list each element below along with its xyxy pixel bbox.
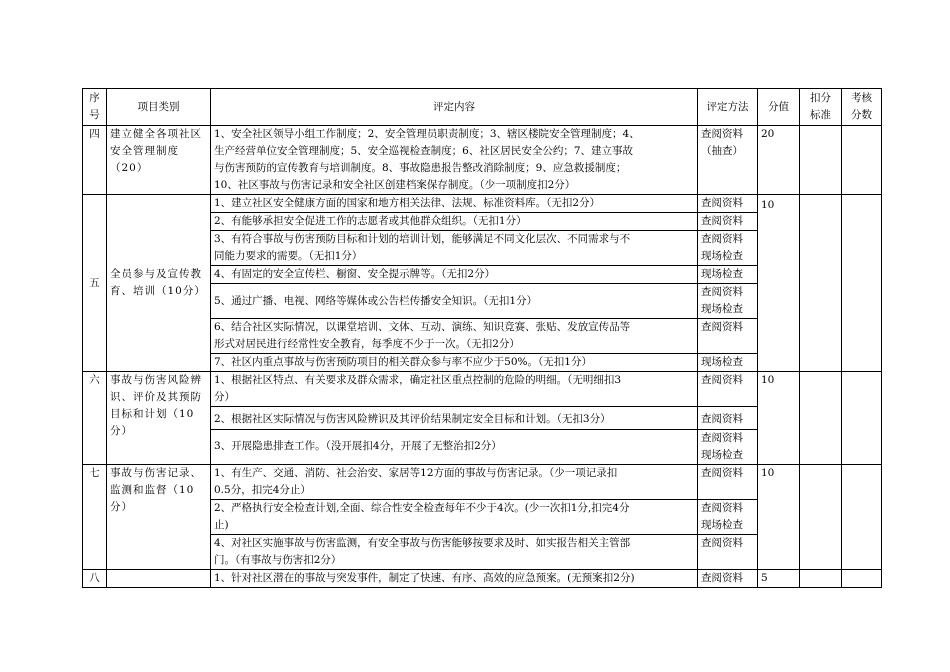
section-number: 七 <box>83 465 107 570</box>
assess-cell <box>842 465 882 570</box>
table-row <box>83 570 882 588</box>
item-method: 查阅资料 <box>698 535 758 570</box>
item-method: 查阅资料 <box>698 465 758 500</box>
item-method: 查阅资料 <box>698 570 758 588</box>
section-category: 建立健全各项社区安全管理制度（20） <box>107 126 211 195</box>
item-content: 5、通过广播、电视、网络等媒体或公告栏传播安全知识。（无扣1分） <box>211 284 698 319</box>
item-method: 查阅资料 （抽查） <box>698 126 758 195</box>
header-assess: 考核 分数 <box>842 89 882 126</box>
item-content: 7、社区内重点事故与伤害预防项目的相关群众参与率不应少于50%。（无扣1分） <box>211 354 698 372</box>
table-row <box>83 195 882 213</box>
table-row <box>83 372 882 407</box>
section-category: 事故与伤害风险辨识、评价及其预防目标和计划（10分） <box>107 372 211 465</box>
section-category <box>107 570 211 588</box>
section-score: 20 <box>758 126 800 195</box>
deduct-cell <box>800 195 842 372</box>
item-content: 1、根据社区特点、有关要求及群众需求，确定社区重点控制的危险的明细。（无明细扣3 分） <box>211 372 698 407</box>
section-number: 八 <box>83 570 107 588</box>
item-method: 现场检查 <box>698 266 758 284</box>
table-row <box>83 465 882 500</box>
assess-cell <box>842 126 882 195</box>
item-method: 查阅资料 <box>698 195 758 213</box>
item-content: 1、有生产、交通、消防、社会治安、家居等12方面的事故与伤害记录。（少一项记录扣 0.5分，扣完4分止） <box>211 465 698 500</box>
section-category: 全员参与及宣传教育、培训（10分） <box>107 195 211 372</box>
item-method: 查阅资料 <box>698 213 758 231</box>
item-content: 2、严格执行安全检查计划,全面、综合性安全检查每年不少于4次。(少一次扣1分,扣完4分 止) <box>211 500 698 535</box>
deduct-cell <box>800 465 842 570</box>
section-score: 10 <box>758 195 800 372</box>
section-score: 5 <box>758 570 800 588</box>
item-method: 现场检查 <box>698 354 758 372</box>
assess-cell <box>842 195 882 372</box>
assess-cell <box>842 570 882 588</box>
section-number: 四 <box>83 126 107 195</box>
header-score: 分值 <box>758 89 800 126</box>
section-number: 六 <box>83 372 107 465</box>
item-content: 2、有能够承担安全促进工作的志愿者或其他群众组织。（无扣1分） <box>211 213 698 231</box>
deduct-cell <box>800 126 842 195</box>
item-method: 查阅资料 <box>698 319 758 354</box>
item-content: 1、建立社区安全健康方面的国家和地方相关法律、法规、标准资料库。（无扣2分） <box>211 195 698 213</box>
item-method: 查阅资料 现场检查 <box>698 284 758 319</box>
item-content: 3、有符合事故与伤害预防目标和计划的培训计划，能够满足不同文化层次、不同需求与不 同能力要求的需要。（无扣1分） <box>211 231 698 266</box>
header-content: 评定内容 <box>211 89 698 126</box>
item-method: 查阅资料 现场检查 <box>698 231 758 266</box>
header-row <box>83 89 882 126</box>
assess-cell <box>842 372 882 465</box>
item-content: 4、有固定的安全宣传栏、橱窗、安全提示牌等。（无扣2分） <box>211 266 698 284</box>
table-row <box>83 126 882 195</box>
section-score: 10 <box>758 372 800 465</box>
header-deduct: 扣分 标准 <box>800 89 842 126</box>
item-content: 3、开展隐患排查工作。（没开展扣4分，开展了无整治扣2分） <box>211 430 698 465</box>
item-method: 查阅资料 <box>698 372 758 407</box>
evaluation-table <box>82 88 882 588</box>
header-seq: 序 号 <box>83 89 107 126</box>
section-score: 10 <box>758 465 800 570</box>
header-category: 项目类别 <box>107 89 211 126</box>
section-category: 事故与伤害记录、监测和监督（10分） <box>107 465 211 570</box>
item-method: 查阅资料 现场检查 <box>698 500 758 535</box>
header-method: 评定方法 <box>698 89 758 126</box>
item-content: 4、对社区实施事故与伤害监测，有安全事故与伤害能够按要求及时、如实报告相关主管部 门。（有事故与伤害扣2分） <box>211 535 698 570</box>
section-number: 五 <box>83 195 107 372</box>
deduct-cell <box>800 570 842 588</box>
item-content: 1、针对社区潜在的事故与突发事件，制定了快速、有序、高效的应急预案。(无预案扣2分) <box>211 570 698 588</box>
item-content: 2、根据社区实际情况与伤害风险辨识及其评价结果制定安全目标和计划。（无扣3分） <box>211 407 698 430</box>
item-content: 6、结合社区实际情况，以课堂培训、文体、互动、演练、知识竞赛、张贴、发放宣传品等 形式对居民进行经常性安全教育，每季度不少于一次。（无扣2分） <box>211 319 698 354</box>
deduct-cell <box>800 372 842 465</box>
item-content: 1、安全社区领导小组工作制度；2、安全管理员职责制度；3、辖区楼院安全管理制度；4、 生产经营单位安全管理制度；5、安全巡视检查制度；6、社区居民安全公约；7、建立事故 与伤害预防的宣传教育与培训制度。8、事故隐患报告整改消除制度；9、应急救援制度； 10、社区事故与伤害记录和安全社区创建档案保存制度。（少一项制度扣2分） <box>211 126 698 195</box>
item-method: 查阅资料 现场检查 <box>698 430 758 465</box>
item-method: 查阅资料 <box>698 407 758 430</box>
